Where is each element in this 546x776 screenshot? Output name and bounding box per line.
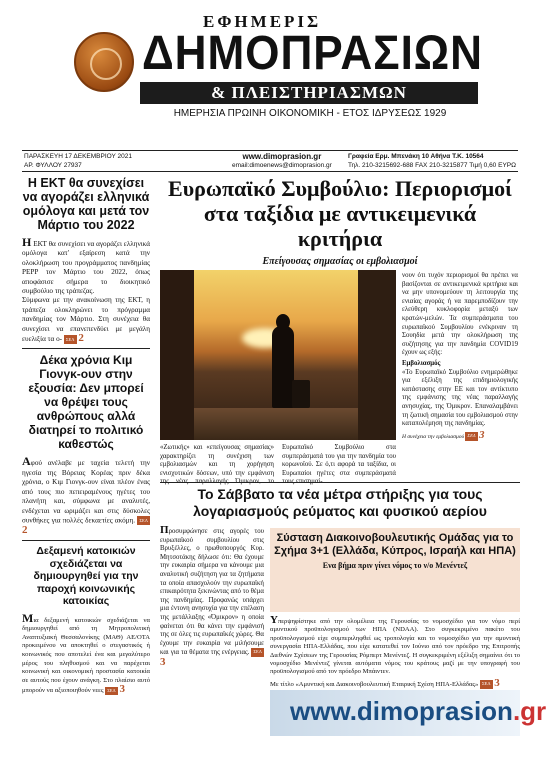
article2-headline[interactable]: Το Σάββατο τα νέα μέτρα στήριξης για τους λογαριασμούς ρεύματος και φυσικού αερίου (193, 486, 487, 519)
page-tag-icon: ΣΕΛ (465, 432, 477, 441)
page-tag-icon: ΣΕΛ (105, 687, 118, 696)
divider (22, 540, 150, 541)
doorway-right (358, 270, 396, 440)
page-reference[interactable]: 3 (160, 655, 166, 668)
divider (160, 482, 520, 483)
main-article-body: «Ζωτικής» και «επείγουσας σημασίας» χαρακτηρίζει τη συνέχιση των εμβολιασμών και τη χορήγηση ενισχυτικών δόσεων, υπό την εμφάνιση της νέας παραλλαγής Όμικρον, το Ευρωπαϊκό Συμβούλιο στα συμπεράσματά του για την πανδημία του κορωνοϊού. Σε ό,τι αφορά τα ταξίδια, οι Ευρωπαίοι ηγέτες στα συμπεράσματά τους επισημαί- (160, 444, 396, 486)
divider (22, 348, 150, 349)
highlight-box (270, 528, 520, 612)
box-subtitle: Ενα βήμα πριν γίνει νόμος το ν/ο Μενέντεζ (322, 561, 468, 570)
page-tag-icon: ΣΕΛ (137, 516, 150, 525)
article-body: Η ΕΚΤ θα συνεχίσει να αγοράζει ελληνικά ομόλογα κατ' εξαίρεση κατά την ολοκλήρωση του προγράμματος πανδημίας PEPP τον Μάρτιο του 2022, όπως αποφάσισε σήμερα το διοικητικό συμβούλιο της τράπεζας. Σύμφωνα με την ανακοίνωση της ΕΚΤ, η τράπεζα ολοκληρώνει το πρόγραμμα πανδημίας τον Μάρτιο. Στη συνέχεια θα συνεχίσει να επανεπενδύει με μεγάλη ευελιξία τα ο- ΣΕΛ 2 (22, 235, 150, 345)
main-deck: Επείγουσας σημασίας οι εμβολιασμοί (262, 256, 418, 267)
office-address: Γραφεία Ερμ. Μπενάκη 10 Αθήνα Τ.Κ. 10564 (348, 153, 484, 160)
article-body: Αφού ανέλαβε με ταχεία τελετή την ηγεσία της Βόρειας Κορέας πριν δέκα χρόνια, ο Κιμ Γιονγκ-ουν είναι πλέον ένας από τους πιο πεπειραμένους ηγέτες του πλανήτη και, σύμφωνα με αναλυτές, ενδέχεται να ωριμάζει και στις δύσκολες συνθήκες για πολλές δεκαετίες ακόμη. ΣΕΛ 2 (22, 454, 150, 536)
masthead (0, 0, 530, 148)
website-link[interactable]: www.dimoprasion.gr (242, 152, 322, 161)
tagline: ΗΜΕΡΗΣΙΑ ΠΡΩΙΝΗ ΟΙΚΟΝΟΜΙΚΗ - ΕΤΟΣ ΙΔΡΥΣΕΩΣ 1929 (173, 108, 447, 119)
issue-number: ΑΡ. ΦΥΛΛΟΥ 27937 (24, 161, 82, 169)
article-title[interactable]: Δεξαμενή κατοικιών σχεδιάζεται να δημιουργηθεί για την παροχή κοινωνικής κατοικίας (33, 545, 139, 608)
main-article-right-column: νουν ότι τυχόν περιορισμοί θα πρέπει να βασίζονται σε αντικειμενικά κριτήρια και να μην υπονομεύουν τη λειτουργία της ενιαίας αγοράς ή να παρεμποδίζουν την ελεύθερη κυκλοφορία μεταξύ των κρατών-μελών. Τα συμπεράσματα του ευρωπαϊκού Συμβουλίου ενέκριναν τη Σουηδία μετά την ολοκλήρωση της συζήτησης για την πανδημία COVID19 έχουν ως εξής: Εμβολιασμός «Το Ευρωπαϊκό Συμβούλιο ενημερώθηκε για εξέλιξη της επιδημιολογικής κατάστασης στην ΕΕ και τον αντίκτυπο της εμφάνισης της νέας παραλλαγής ανησυχίας, της Όμικρον. Επαναλαμβάνει τη ζωτική σημασία του εμβολιασμού στην καταπολέμηση της πανδημίας. Η συνέχεια την εμβολιασμού ΣΕΛ 3 (402, 272, 518, 441)
article-title[interactable]: Δέκα χρόνια Κιμ Γιονγκ-ουν στην εξουσία: Δεν μπορεί να θρέψει τους ανθρώπους αλλά διατηρεί το πολιτικό καθεστώς (28, 353, 144, 452)
article-title[interactable]: Η ΕΚΤ θα συνεχίσει να αγοράζει ελληνικά ομόλογα και μετά τον Μάρτιο του 2022 (22, 176, 150, 232)
page-tag-icon: ΣΕΛ (480, 680, 493, 688)
traveler-photo (160, 270, 396, 440)
page-tag-icon: ΣΕΛ (251, 648, 264, 657)
article-body: Μια δεξαμενή κατοικιών σχεδιάζεται να δημιουργηθεί από τη Μητροπολιτική Αναπτυξιακή Θεσσαλονίκης (ΜΑΘ) ΑΕ/ΟΤΑ προκειμένου να αποκτηθεί ο στεγαστικός ή κοινωνικός που αποτελεί ένα και μεγαλύτερο μέρος του πληθυσμού και να παρέχεται κοινωνική και οικονομική προστασία κατοικία σε αυτούς που έχουν ανάγκη. Στο πλαίσιο αυτό μπορούν να αξιοποιηθούν νεες ΣΕΛ 3 (22, 610, 150, 696)
article2-body: Προσυμφώνησε στις αγορές του ευρωπαϊκού συμβουλίου στις Βρυξέλλες, ο πρωθυπουργός Κυρ. Μητσοτάκης δήλωσε ότι: Θα έχουμε την ευκαιρία σήμερα να κάνουμε μια αναλυτική συζήτηση για τα ζητήματα τα οποία απασχολούν την ευρωπαϊκή επικαιρότητα ξεκινώντας από το θέμα της πανδημίας. Προφανώς υπάρχει μια έντονη ανησυχία για την επέλαση της μετάλλαξης «Όμικρον» η οποία φαίνεται ότι θα κάνει την εμφάνισή της σε όλες τις ευρωπαϊκές χώρες. Θα έχουμε την ευκαιρία να μιλήσουμε και για τα θέματα της ενέργειας. ΣΕΛ 3 (160, 524, 264, 668)
continued-reference: Η συνέχεια την εμβολιασμού (402, 433, 465, 440)
page-reference[interactable]: 3 (478, 428, 485, 441)
paper-word: ΕΦΗΜΕΡΙΣ (203, 12, 322, 31)
phone-numbers: Τηλ. 210-3215692-688 FAX 210-3215877 Τιμή 0,60 ΕΥΡΩ (348, 161, 516, 169)
newspaper-subtitle: & ΠΛΕΙΣΤΗΡΙΑΣΜΩΝ (140, 82, 478, 104)
page-tag-icon: ΣΕΛ (64, 335, 77, 344)
info-bar (22, 150, 518, 172)
page-reference[interactable]: 3 (119, 683, 125, 696)
doorway-left (160, 270, 194, 440)
newspaper-title: ΔΗΜΟΠΡΑΣΙΩΝ (142, 27, 483, 80)
page-reference[interactable]: 3 (494, 676, 500, 689)
box-body: Υπερψηφίστηκε από την ολομέλεια της Γερουσίας το νομοσχέδιο για τον νόμο περί αμυντικού προϋπολογισμού των ΗΠΑ (NDAA). Στο συγκεκριμένο πακέτο του προϋπολογισμού είχε συμπεριληφθεί ως τροπολογία και το νομοσχέδιο για την αμυντική συνεργασία ΗΠΑ-Ελλάδας, που είχε κατατεθεί τον Ιούνιο από τον πρόεδρο της Επιτροπής Διεθνών Σχέσεων της Γερουσίας Ρόμπερτ Μενέντεζ. Η συγκεκριμένη εξέλιξη σημαίνει ότι το νομοσχέδιο Μενέντεζ γίνεται αυτόματα νόμος του κράτους μαζί με την υπογραφή του προϋπολογισμού από τον πρόεδρο Μπάιντεν. Με τίτλο «Αμυντική και Διακοινοβουλευτική Εταιρική Σχέση ΗΠΑ-Ελλάδας» ΣΕΛ 3 (270, 614, 520, 689)
main-headline[interactable]: Ευρωπαϊκό Συμβούλιο: Περιορισμοί στα ταξίδια με αντικειμενικά κριτήρια (168, 176, 512, 251)
website-banner[interactable] (270, 690, 546, 736)
continued-reference: Με τίτλο «Αμυντική και Διακοινοβουλευτική Εταιρική Σχέση ΗΠΑ-Ελλάδας» (270, 680, 479, 688)
issue-date: ΠΑΡΑΣΚΕΥΗ 17 ΔΕΚΕΜΒΡΙΟΥ 2021 (24, 153, 132, 160)
left-column (22, 176, 150, 696)
box-title[interactable]: Σύσταση Διακοινοβουλευτικής Ομάδας για το Σχήμα 3+1 (Ελλάδα, Κύπρος, Ισραήλ και ΗΠΑ) (274, 532, 516, 557)
email-link[interactable]: email:dimoenews@dimoprasion.gr (232, 161, 332, 169)
page-reference[interactable]: 2 (78, 332, 84, 345)
newspaper-seal-logo (74, 32, 134, 92)
suitcase-icon (292, 380, 310, 408)
person-silhouette (272, 326, 294, 408)
banner-url[interactable]: www.dimoprasion.gr (290, 696, 546, 726)
page-reference[interactable]: 2 (22, 523, 28, 536)
